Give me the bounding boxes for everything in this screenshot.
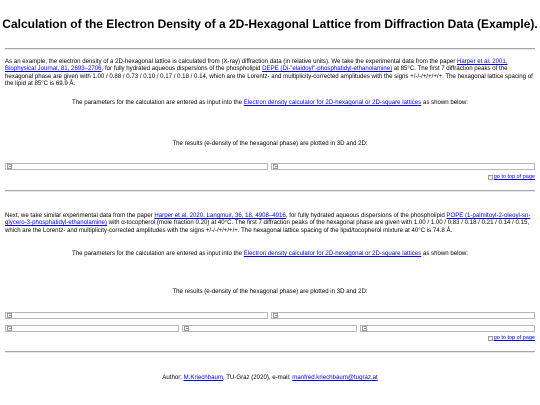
section2-go-top-link[interactable] [488, 335, 535, 342]
broken-image-icon [7, 326, 12, 331]
section1-params-post: as shown below: [421, 99, 468, 106]
section2-intro-pre: Next, we take similar experimental data from the paper [5, 212, 155, 219]
section2-params-pre: The parameters for the calculation are entered as input into the [72, 250, 244, 257]
section1-2d-plot-image [271, 163, 535, 170]
go-top-link-text[interactable]: go to top of page [493, 174, 535, 180]
section2-plot-image-b [182, 325, 357, 332]
section1-intro [5, 58, 535, 88]
section1-params-text [0, 99, 540, 106]
email-link[interactable]: manfred.kriechbaum@tugraz.at [292, 374, 378, 381]
section1-results-text: The results (e-density of the hexagonal phase) are plotted in 3D and 2D: [172, 140, 368, 147]
section2-params-post: as shown below: [421, 250, 468, 257]
broken-image-icon [273, 313, 278, 318]
section1-calculator-link[interactable]: Electron density calculator for 2D-hexagonal or 2D-square lattices [243, 99, 422, 106]
section1-intro-post: at 85°C. The first 7 diffraction peaks of the hexagonal phase are given with 1.00 / 0.88 / 0.73 / 0.10 / 0.17 / 0.18 / 0.14, which are the Lorentz- and multiplicity-corrected amplitudes with the signs +/-/-/+/+/+/+. The hexagonal lattice spacing of the lipid at 85°C is 69.9 Å. [5, 65, 533, 88]
section2-plot-image-c [360, 325, 535, 332]
page-title: Calculation of the Electron Density of a 2D-Hexagonal Lattice from Diffraction Data (Example). [2, 17, 538, 31]
footer [0, 374, 540, 381]
section2-3d-plot-image [5, 312, 268, 319]
divider [5, 48, 535, 50]
section1-intro-mid: , for fully hydrated aqueous dispersions of the phospholipid [101, 65, 263, 73]
broken-image-icon [184, 326, 189, 331]
section2-plot-image-a [5, 325, 179, 332]
section2-intro [5, 212, 535, 234]
up-arrow-icon [488, 175, 493, 180]
up-arrow-icon [488, 336, 493, 341]
section2-lipid-link[interactable]: POPE (1-palmitoyl-2-oleoyl-sn-glycero-3-phosphatidyl-ethanolamine) [5, 212, 531, 227]
section1-reference-link[interactable]: Harper et al. 2001, Biophysical Journal, 81, 2693–2706 [5, 58, 508, 73]
divider [5, 190, 535, 192]
broken-image-icon [7, 164, 12, 169]
broken-image-icon [7, 313, 12, 318]
section1-params-pre: The parameters for the calculation are entered as input into the [72, 99, 244, 106]
section2-intro-post: with α-tocopherol (mole fraction 0.20) at 40°C. The first 7 diffraction peaks of the hexagonal phase are given with 1.00 / 1.00 / 0.83 / 0.18 / 0.21 / 0.14 / 0.15, which are the Lorentz- and multiplicity-corrected amplitudes with the signs +/-/-/+/+/+/+. The hexagonal lattice spacing of the lipid/tocopherol mixture at 40°C is 74.8 Å. [5, 219, 530, 234]
section2-params-text [0, 250, 540, 257]
section1-3d-plot-image [5, 163, 268, 170]
section1-lipid-link[interactable]: DEPE (Di-"elaidoyl"-phosphatidyl-ethanolamine) [262, 65, 393, 73]
section2-results-text: The results (e-density of the hexagonal phase) are plotted in 3D and 2D: [172, 288, 368, 295]
divider [5, 351, 535, 353]
author-link[interactable]: M.Kriechbaum [183, 374, 223, 381]
section1-go-top-link[interactable] [488, 174, 535, 181]
broken-image-icon [273, 164, 278, 169]
footer-affiliation: , TU-Graz (2020), e-mail: [222, 374, 293, 381]
section2-calculator-link[interactable]: Electron density calculator for 2D-hexagonal or 2D-square lattices [243, 250, 422, 257]
section1-intro-pre: As an example, the electron density of a 2D-hexagonal lattice is calculated from (X-ray) diffraction data (in relative units). We take the experimental data from the paper [5, 58, 457, 65]
section2-2d-plot-image [271, 312, 535, 319]
broken-image-icon [362, 326, 367, 331]
section2-intro-mid: , for fully hydrated aqueous dispersions of the phospholipid [285, 212, 447, 219]
section2-reference-link[interactable]: Harper et al. 2020, Langmuir, 36, 18, 4908–4916 [154, 212, 286, 219]
go-top-link-text[interactable]: go to top of page [493, 335, 535, 341]
footer-author-label: Author: [162, 374, 184, 381]
